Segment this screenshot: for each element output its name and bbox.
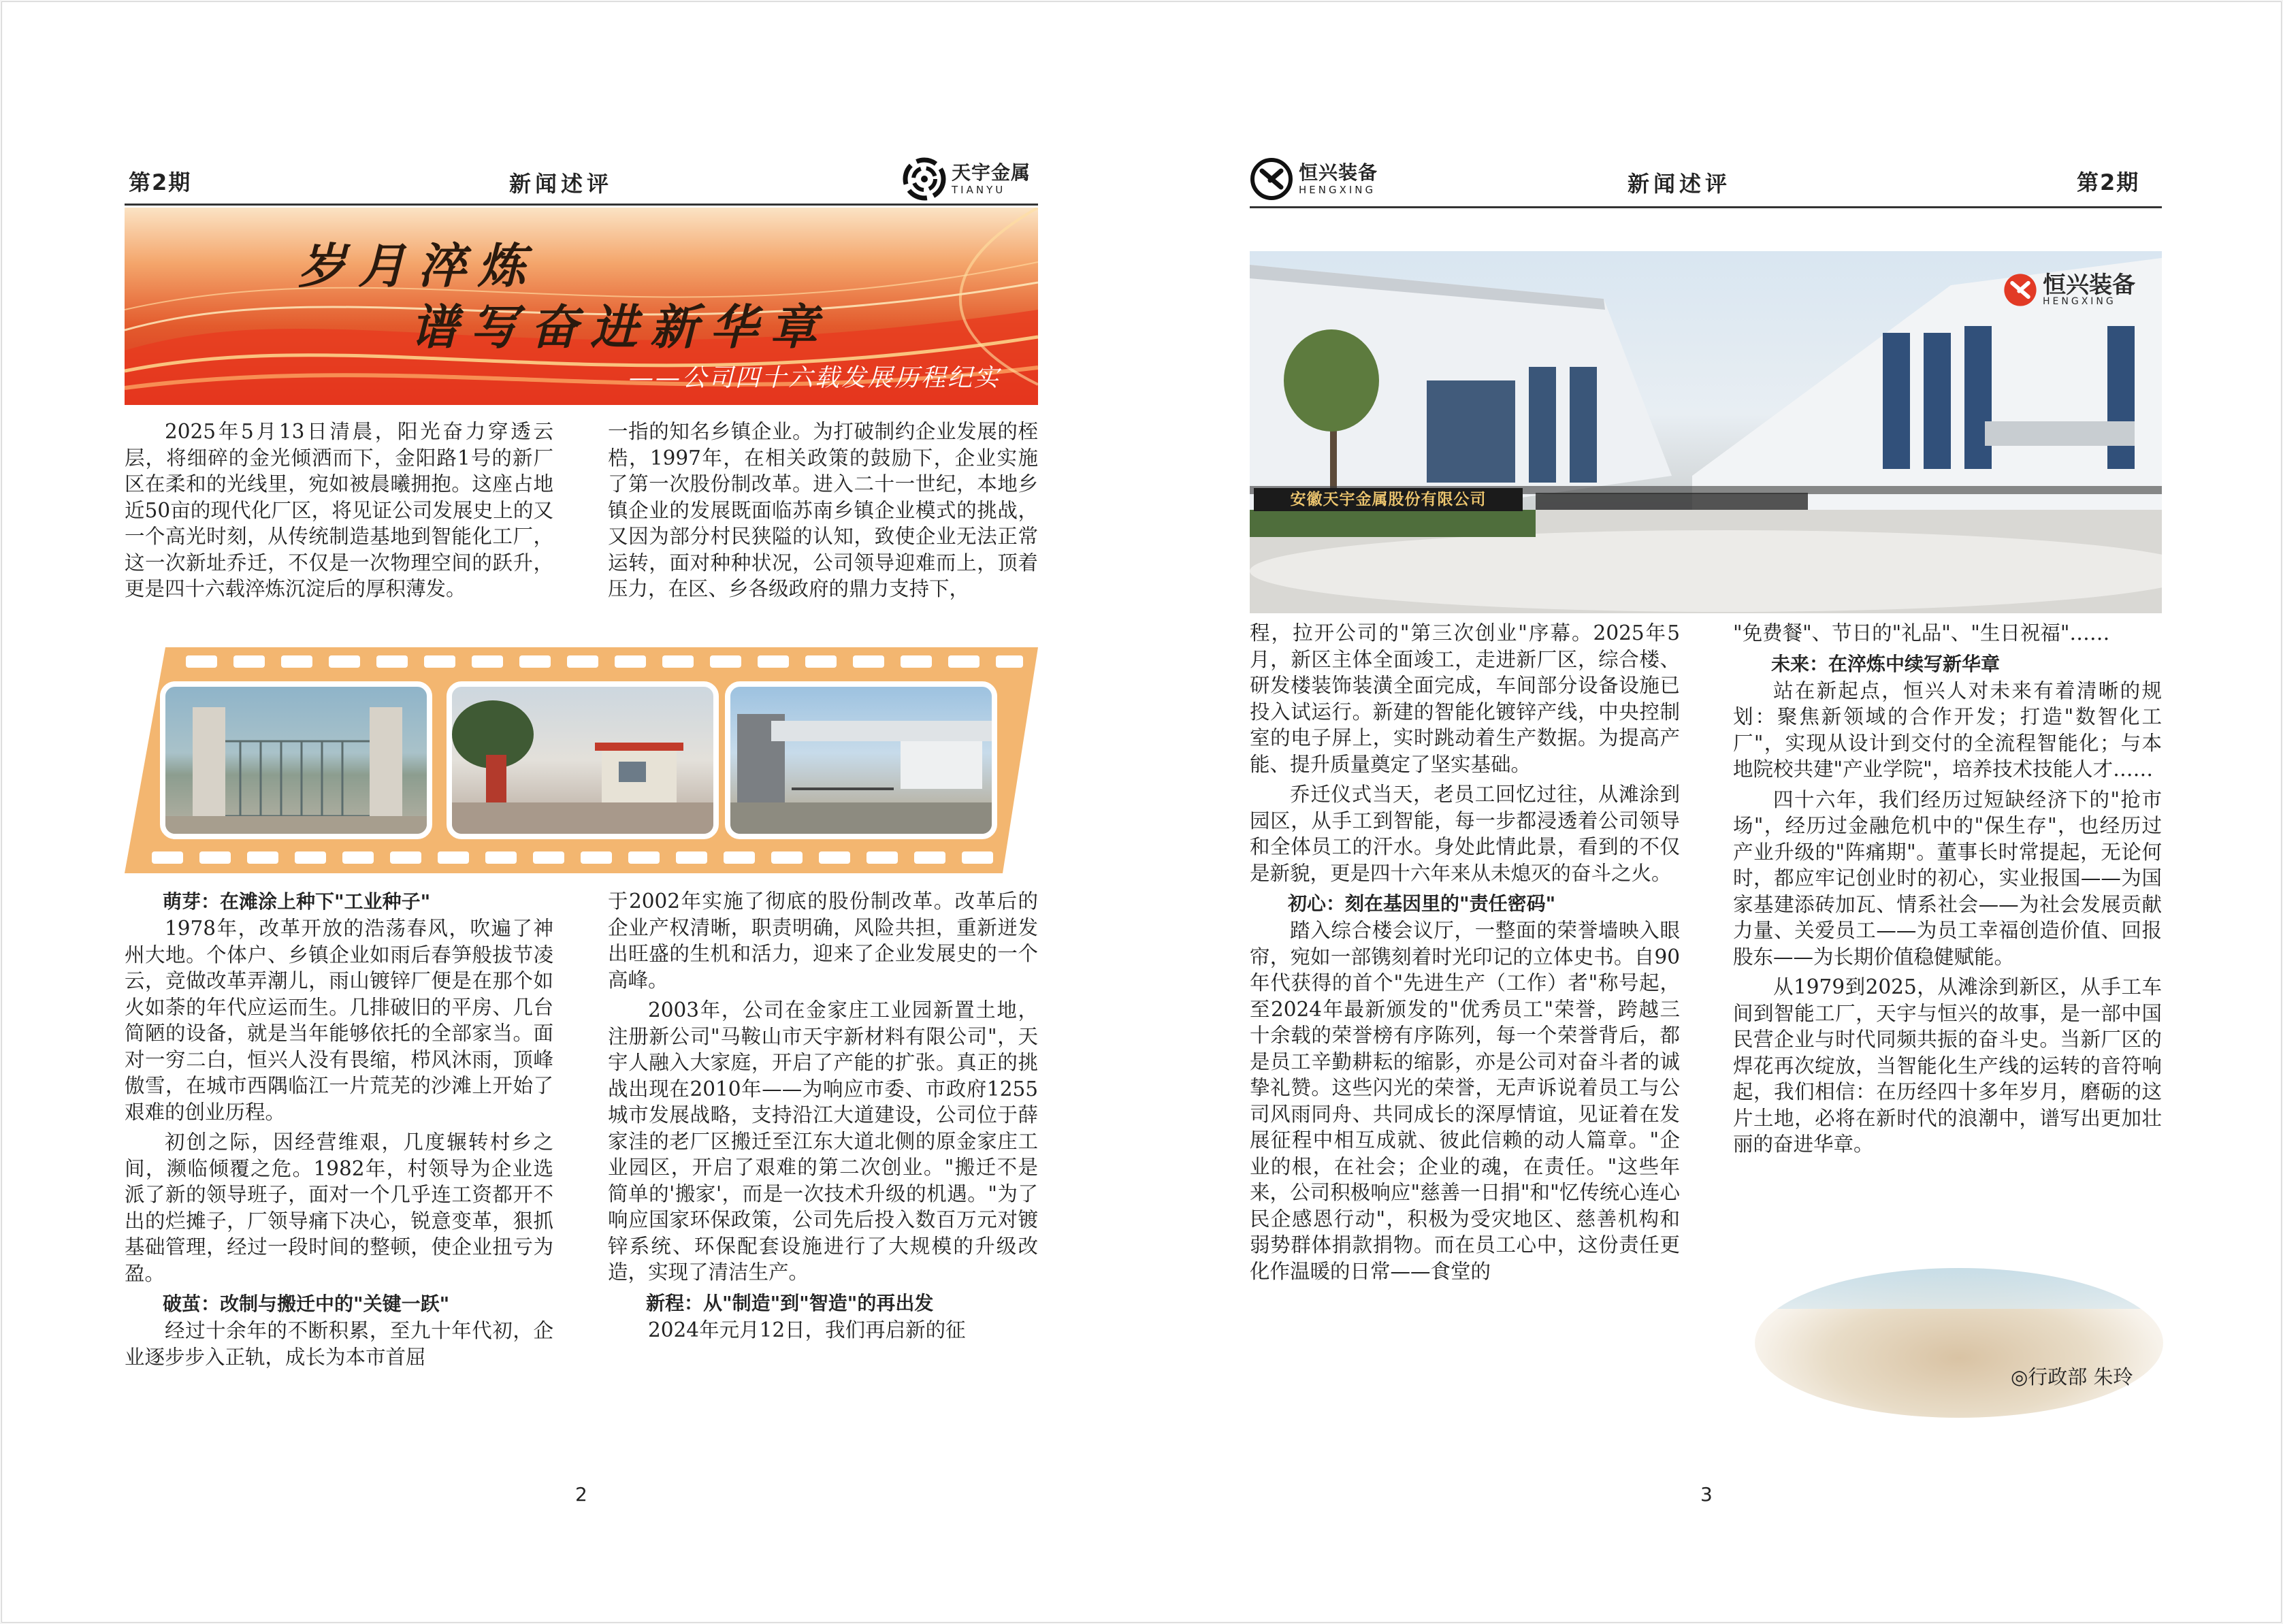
left-col2-bottom [608, 888, 1038, 1343]
left-col1-bottom [125, 888, 553, 1370]
forty-six-years-paragraph: 四十六年，我们经历过短缺经济下的"抢市场"，经历过金融危机中的"保生存"，也经历过产业升级的"阵痛期"。董事长时常提起，无论何时，都应牢记创业时的初心，实业报国——为国家基建添砖加瓦、情系社会——为社会发展贡献力量、关爱员工——为员工幸福创造价值、回报股东——为长期价值稳健赋能。 [1733, 787, 2162, 969]
relocation-paragraph: 2003年，公司在金家庄工业园新置土地，注册新公司"马鞍山市天宇新材料有限公司"，天宇人融入大家庭，开启了产能的扩张。真正的挑战出现在2010年——为响应市委、市政府1255城市发展战略，支持沿江大道建设，公司位于薛家洼的老厂区搬迁至江东大道北侧的原金家庄工业园区，开启了艰难的第二次创业。"搬迁不是简单的'搬家'，而是一次技术升级的机遇。"为了响应国家环保政策，公司先后投入数百万元对镀锌系统、环保配套设施进行了大规模的升级改造，实现了清洁生产。 [608, 998, 1038, 1284]
tianyu-logo [903, 157, 1031, 201]
future-plan-paragraph: 站在新起点，恒兴人对未来有着清晰的规划：聚焦新领域的合作开发；打造"数智化工厂"，实现从设计到交付的全流程智能化；与本地院校共建"产业学院"，培养技术技能人才…… [1733, 679, 2162, 781]
hengxing-emblem-icon [1250, 157, 1293, 201]
banner-subtitle: ——公司四十六载发展历程纪实 [628, 364, 1001, 392]
logo-cn-text: 恒兴装备 [1299, 161, 1378, 184]
beach-decoration [1755, 1268, 2163, 1418]
history-filmstrip [125, 647, 1038, 873]
section-title: 新闻述评 [1628, 171, 1732, 197]
section-heading-original-aspiration: 初心：刻在基因里的"责任密码" [1288, 892, 1556, 915]
building-logo [2002, 272, 2135, 308]
right-header [1250, 163, 2162, 204]
new-factory-photo [1250, 251, 2162, 613]
banner-title-line1: 岁月淬炼 [298, 238, 538, 294]
right-page [1142, 2, 2282, 1623]
page-number-left: 2 [575, 1483, 587, 1506]
right-col1 [1250, 620, 1680, 1284]
section-heading-sprout: 萌芽：在滩涂上种下"工业种子" [163, 890, 431, 913]
right-col2 [1733, 620, 2162, 1158]
tianyu-swirl-icon [903, 157, 946, 201]
new-journey-paragraph: 2024年元月12日，我们再启新的征 [648, 1318, 966, 1342]
author-signature: ◎行政部 朱玲 [2011, 1365, 2133, 1388]
third-venture-paragraph: 程，拉开公司的"第三次创业"序幕。2025年5月，新区主体全面竣工，走进新厂区，综合楼、研发楼装饰装潢全面完成，车间部分设备设施已投入试运行。新建的智能化镀锌产线，中央控制室的电子屏上，实时跳动着生产数据。为提高产能、提升质量奠定了坚实基础。 [1250, 621, 1680, 776]
left-header [125, 163, 1038, 204]
sprout-paragraph: 1978年，改革开放的浩荡春风，吹遍了神州大地。个体户、乡镇企业如雨后春笋般拔节凌云，竞做改革弄潮儿，雨山镀锌厂便是在那个如火如荼的年代应运而生。几排破旧的平房、几台简陋的设备，就是当年能够依托的全部家当。面对一穷二白，恒兴人没有畏缩，栉风沐雨，顶峰傲雪，在城市西隅临江一片荒芜的沙滩上开始了艰难的创业历程。 [125, 917, 553, 1124]
hengxing-logo [1250, 157, 1378, 201]
section-heading-future: 未来：在淬炼中续写新华章 [1771, 652, 2001, 675]
early-days-paragraph: 初创之际，因经营维艰，几度辗转村乡之间，濒临倾覆之危。1982年，村领导为企业选派了新的领导班子，面对一个几乎连工资都开不出的烂摊子，厂领导痛下决心，锐意变革，狠抓基础管理，经过一段时间的整顿，使企业扭亏为盈。 [125, 1131, 553, 1285]
film-photo-old-gate [160, 681, 432, 839]
section-title: 新闻述评 [509, 171, 613, 197]
relocation-ceremony-paragraph: 乔迁仪式当天，老员工回忆过往，从滩涂到园区，从手工到智能，每一步都浸透着公司领导和全体员工的汗水。身处此情此景，看到的不仅是新貌，更是四十六年来从未熄灭的奋斗之火。 [1250, 783, 1680, 885]
left-page [2, 2, 1142, 1623]
issue-label: 第2期 [129, 169, 192, 195]
section-heading-breakthrough: 破茧：改制与搬迁中的"关键一跃" [163, 1293, 450, 1315]
film-photo-new-gate [725, 681, 997, 839]
growth-paragraph: 经过十余年的不断积累，至九十年代初，企业逐步步入正轨，成长为本市首屈 [125, 1319, 553, 1369]
company-wall-sign: 安徽天宇金属股份有限公司 [1254, 488, 1523, 511]
benefits-paragraph: "免费餐"、节日的"礼品"、"生日祝福"…… [1733, 621, 2110, 645]
header-rule [125, 204, 1038, 206]
intro-paragraph: 2025年5月13日清晨，阳光奋力穿透云层，将细碎的金光倾洒而下，金阳路1号的新厂区在柔和的光线里，宛如被晨曦拥抱。这座占地近50亩的现代化厂区，将见证公司发展史上的又一个高光时刻，从传统制造基地到智能化工厂，这一次新址乔迁，不仅是一次物理空间的跃升，更是四十六载淬炼沉淀后的厚积薄发。 [125, 420, 553, 600]
building-logo-cn: 恒兴装备 [2043, 272, 2135, 299]
left-col1-top [125, 419, 553, 602]
film-photo-guard-house [447, 681, 719, 839]
hengxing-building-emblem-icon [2002, 272, 2039, 308]
banner-title-line2: 谱写奋进新华章 [410, 299, 830, 355]
reform-paragraph: 一指的知名乡镇企业。为打破制约企业发展的桎梏，1997年，在相关政策的鼓励下，企业实施了第一次股份制改革。进入二十一世纪，本地乡镇企业的发展既面临苏南乡镇企业模式的挑战，又因为部分村民狭隘的认知，致使企业无法正常运转，面对种种状况，公司领导迎难而上，顶着压力，在区、乡各级政府的鼎力支持下， [608, 420, 1038, 600]
section-heading-new-journey: 新程：从"制造"到"智造"的再出发 [646, 1291, 934, 1314]
left-col2-top [608, 419, 1038, 602]
responsibility-paragraph: 踏入综合楼会议厅，一整面的荣誉墙映入眼帘，宛如一部镌刻着时光印记的立体史书。自90年代获得的首个"先进生产（工作）者"称号起，至2024年最新颁发的"优秀员工"荣誉，跨越三十余载的荣誉榜有序陈列，每一个荣誉背后，都是员工辛勤耕耘的缩影，亦是公司对奋斗者的诚挚礼赞。这些闪光的荣誉，无声诉说着员工与公司风雨同舟、共同成长的深厚情谊，见证着在发展征程中相互成就、彼此信赖的动人篇章。"企业的根，在社会；企业的魂，在责任。"这些年来，公司积极响应"慈善一日捐"和"忆传统心连心民企感恩行动"，积极为受灾地区、慈善机构和弱势群体捐款捐物。而在员工心中，这份责任更化作温暖的日常——食堂的 [1250, 919, 1680, 1283]
page-number-right: 3 [1700, 1483, 1713, 1506]
logo-en-text: HENGXING [1299, 183, 1376, 196]
closing-paragraph: 从1979到2025，从滩涂到新区，从手工车间到智能工厂，天宇与恒兴的故事，是一部中国民营企业与时代同频共振的奋斗史。当新厂区的焊花再次绽放，当智能化生产线的运转的音符响起，我们相信：在历经四十多年岁月，磨砺的这片土地，必将在新时代的浪潮中，谱写出更加壮丽的奋进华章。 [1733, 975, 2162, 1156]
title-banner [125, 208, 1038, 405]
logo-cn-text: 天宇金属 [952, 161, 1031, 184]
issue-label: 第2期 [2077, 169, 2140, 195]
header-rule [1250, 206, 2162, 208]
building-logo-en: HENGXING [2043, 296, 2116, 307]
logo-en-text: TIANYU [952, 183, 1006, 196]
newsletter-spread [1, 1, 2282, 1623]
reform-continued-paragraph: 于2002年实施了彻底的股份制改革。改革后的企业产权清晰，职责明确，风险共担，重新迸发出旺盛的生机和活力，迎来了企业发展史的一个高峰。 [608, 890, 1038, 992]
